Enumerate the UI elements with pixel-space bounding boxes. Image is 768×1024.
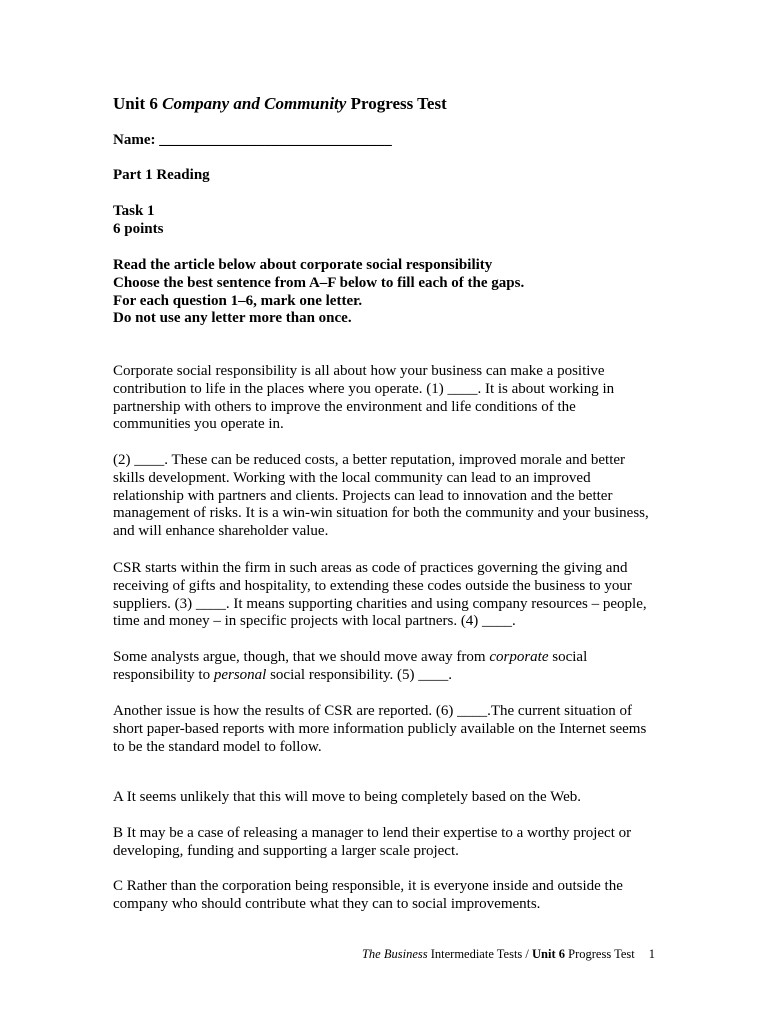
text-line: C Rather than the corporation being responsible, it is everyone inside and outside the [113, 878, 623, 894]
text-line: developing, funding and supporting a larger scale project. [113, 842, 459, 859]
text-line: communities you operate in. [113, 416, 284, 433]
text-run: social [548, 649, 588, 665]
footer-book-title: The Business [361, 947, 428, 961]
article-paragraph-4 [113, 649, 658, 685]
instruction-line: For each question 1–6, mark one letter. [113, 292, 363, 309]
text-line: B It may be a case of releasing a manager to lend their expertise to a worthy project or [113, 825, 632, 841]
page-footer [362, 946, 655, 962]
task-label: Task 1 [113, 203, 155, 219]
text-line: Corporate social responsibility is all about how your business can make a positive [113, 363, 605, 379]
text-run: social responsibility. (5) ____. [266, 666, 453, 683]
text-line: A It seems unlikely that this will move to being completely based on the Web. [113, 789, 582, 805]
text-run: Some analysts argue, though, that we should move away from [113, 649, 490, 665]
text-line: short paper-based reports with more information publicly available on the Internet seems [113, 720, 647, 737]
footer-unit: Unit 6 [532, 947, 566, 961]
option-c [113, 878, 658, 914]
text-line: relationship with partners and clients. Projects can lead to innovation and the better [113, 487, 613, 504]
text-line: company who should contribute what they can to social improvements. [113, 895, 541, 912]
text-line: CSR starts within the firm in such areas as code of practices governing the giving and [113, 560, 628, 576]
option-b [113, 825, 658, 861]
option-a [113, 789, 658, 807]
part-heading: Part 1 Reading [113, 167, 210, 183]
text-line: partnership with others to improve the environment and life conditions of the [113, 398, 576, 415]
text-line: Another issue is how the results of CSR are reported. (6) ____.The current situation of [113, 703, 633, 719]
text-line: and will enhance shareholder value. [113, 523, 329, 540]
text-line [113, 667, 658, 685]
text-line: to be the standard model to follow. [113, 738, 322, 755]
instruction-line: Choose the best sentence from A–F below to fill each of the gaps. [113, 274, 525, 291]
task-heading [113, 203, 658, 239]
text-line: receiving of gifts and hospitality, to extending these codes outside the business to your [113, 577, 632, 594]
text-line: contribution to life in the places where you operate. (1) ____. It is about working in [113, 380, 615, 397]
title-italic: Company and Community [162, 94, 347, 113]
text-line: skills development. Working with the local community can lead to an improved [113, 469, 591, 486]
text-line: time and money – in specific projects with local partners. (4) ____. [113, 613, 516, 630]
footer-text-end: Progress Test [565, 947, 635, 961]
text-line: management of risks. It is a win-win situation for both the community and your business, [113, 505, 649, 522]
emphasis-personal: personal [213, 666, 267, 683]
article-paragraph-3 [113, 560, 658, 631]
text-line: suppliers. (3) ____. It means supporting charities and using company resources – people, [113, 595, 647, 612]
footer-text: Intermediate Tests / [427, 947, 533, 961]
emphasis-corporate: corporate [489, 649, 549, 665]
name-line: Name: _______________________________ [113, 132, 392, 148]
text-line [113, 649, 658, 667]
page-title [113, 94, 658, 114]
instructions [113, 257, 658, 328]
text-line: (2) ____. These can be reduced costs, a better reputation, improved morale and better [113, 452, 626, 468]
page-number: 1 [648, 947, 655, 961]
article-paragraph-2 [113, 452, 658, 541]
instruction-line: Do not use any letter more than once. [113, 310, 352, 327]
title-prefix: Unit 6 [113, 94, 163, 113]
article-paragraph-1 [113, 363, 658, 434]
article-paragraph-5 [113, 703, 658, 756]
title-suffix: Progress Test [346, 94, 447, 113]
text-run: responsibility to [113, 666, 214, 683]
instruction-line: Read the article below about corporate social responsibility [113, 257, 493, 273]
task-points: 6 points [113, 220, 164, 237]
